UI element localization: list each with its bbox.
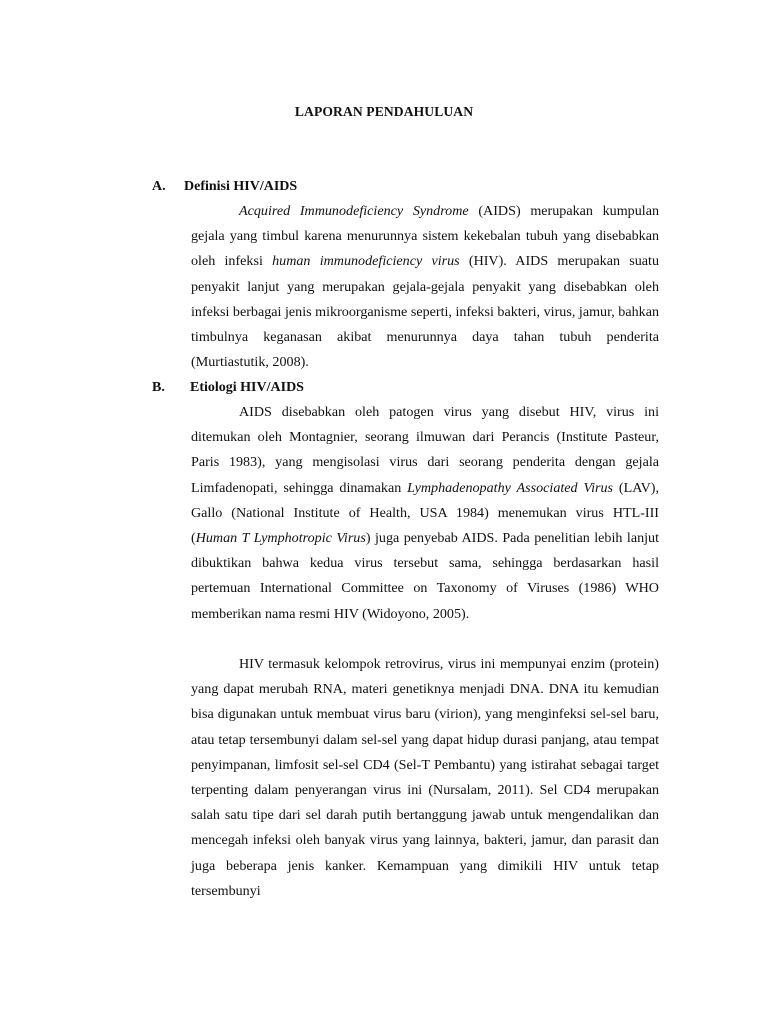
section-marker: B. (152, 380, 165, 395)
text-segment: AIDS disebabkan oleh patogen virus yang disebut HIV, virus ini ditemukan oleh Montagnier, seorang ilmuwan dari Perancis (Institute Pasteur, Paris 1983), yang mengisolasi virus dari seorang penderita dengan gejala Limfadenopati, sehingga dinamakan (191, 404, 659, 496)
text-segment: (HIV). AIDS merupakan suatu penyakit lanjut yang merupakan gejala-gejala penyakit yang disebabkan oleh infeksi berbagai jenis mikroorganisme seperti, infeksi bakteri, virus, jamur, bahkan timbulnya keganasan akibat menurunnya daya tahan tubuh penderita (Murtiastutik, 2008). (191, 253, 659, 371)
text-segment: Lymphadenopathy Associated Virus (407, 479, 614, 496)
section-heading-text: Definisi HIV/AIDS (184, 179, 298, 194)
page-title: LAPORAN PENDAHULUAN (294, 104, 474, 119)
paragraph-definisi (191, 199, 659, 375)
text-segment: ) juga penyebab AIDS. Pada penelitian lebih lanjut dibuktikan bahwa kedua virus tersebut sama, sehingga berdasarkan hasil pertemuan International Committee on Taxonomy of Viruses (1986) WHO memberikan nama resmi HIV (Widoyono, 2005). (191, 530, 660, 622)
text-segment: HIV termasuk kelompok retrovirus, virus ini mempunyai enzim (protein) yang dapat merubah RNA, materi genetiknya menjadi DNA. DNA itu kemudian bisa digunakan untuk membuat virus baru (virion), yang menginfeksi sel-sel baru, atau tetap tersembunyi dalam sel-sel yang dapat hidup durasi panjang, atau tempat penyimpanan, limfosit sel-sel CD4 (Sel-T Pembantu) yang istirahat sebagai target terpenting dalam penyerangan virus ini (Nursalam, 2011). Sel CD4 merupakan salah satu tipe dari sel darah putih bertanggung jawab untuk mengendalikan dan mencegah infeksi oleh banyak virus yang lainnya, bakteri, jamur, dan parasit dan juga beberapa jenis kanker. Kemampuan yang dimikili HIV untuk tetap tersembunyi (191, 656, 659, 899)
section-heading-etiologi (152, 379, 304, 397)
text-segment: (AIDS) merupakan kumpulan gejala yang timbul karena menurunnya sistem kekebalan tubuh yang disebabkan oleh infeksi (191, 203, 659, 270)
text-segment: human immunodeficiency virus (272, 253, 460, 270)
section-marker: A. (152, 179, 166, 194)
text-segment: Acquired Immunodeficiency Syndrome (239, 203, 469, 219)
section-heading-definisi (152, 178, 298, 196)
text-segment: Human T Lymphotropic Virus (195, 530, 366, 547)
section-heading-text: Etiologi HIV/AIDS (190, 380, 304, 395)
paragraph-etiologi-1 (191, 400, 659, 627)
text-segment: (LAV), Gallo (National Institute of Health, USA 1984) menemukan virus HTL-III ( (191, 479, 659, 547)
paragraph-etiologi-2 (191, 652, 659, 904)
